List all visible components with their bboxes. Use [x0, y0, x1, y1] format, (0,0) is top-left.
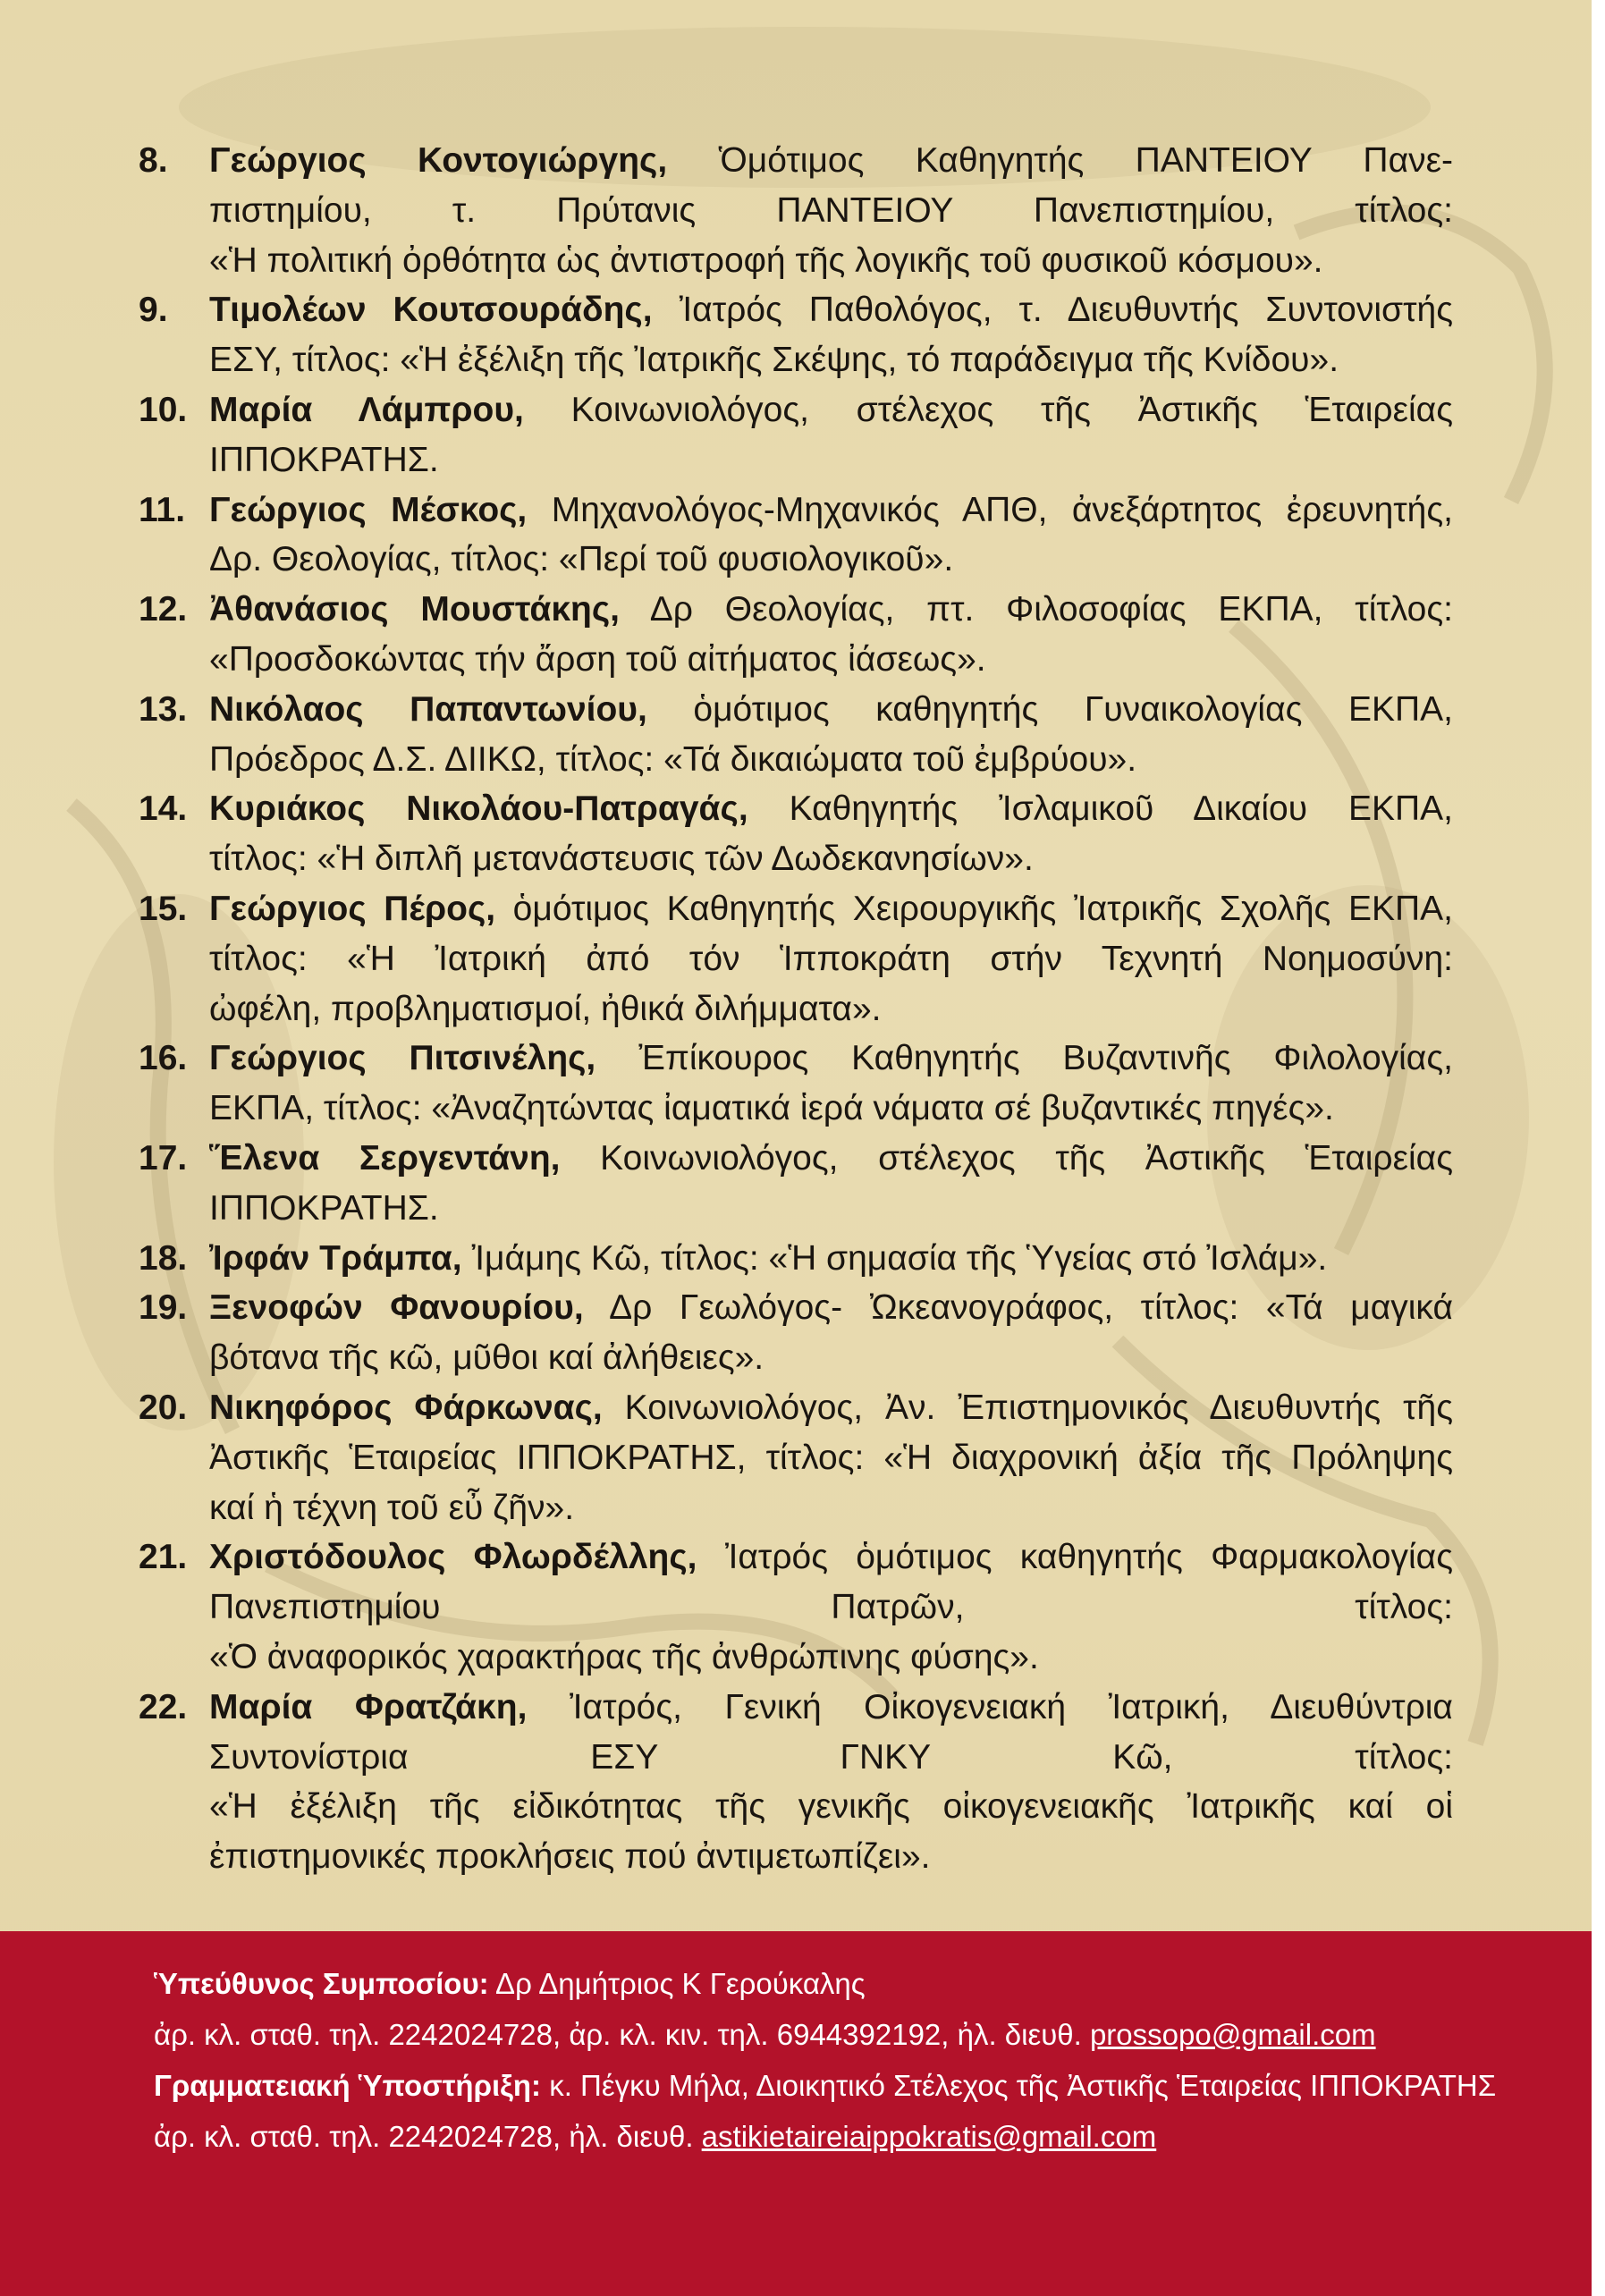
entry-line	[209, 385, 1453, 435]
entry-line	[209, 1034, 1453, 1084]
entry-line-text: τίτλος: «Ἡ διπλῆ μετανάστευσις τῶν Δωδεκανησίων».	[209, 840, 1034, 879]
entry-number: 13.	[139, 689, 188, 729]
entry-text	[209, 784, 1453, 884]
entry-text	[209, 385, 1453, 485]
speaker-name: Γεώργιος Πέρος,	[209, 889, 496, 928]
entry-line-text: βότανα τῆς κῶ, μῦθοι καί ἀλήθειες».	[209, 1338, 764, 1378]
entry-line-text: Κοινωνιολόγος, στέλεχος τῆς Ἀστικῆς Ἑταιρείας	[570, 390, 1453, 429]
secretariat-label: Γραμματειακή Ὑποστήριξη:	[154, 2069, 542, 2102]
entry-line	[209, 1832, 1453, 1882]
speaker-entry	[139, 285, 1453, 385]
entry-line	[209, 1532, 1453, 1583]
entry-line	[209, 1683, 1453, 1733]
entry-line	[209, 984, 1453, 1034]
speaker-list	[139, 136, 1453, 1882]
entry-number: 14.	[139, 789, 188, 829]
entry-line-text: καί ἡ τέχνη τοῦ εὖ ζῆν».	[209, 1488, 575, 1527]
entry-text	[209, 285, 1453, 385]
entry-line-text: ΕΣΥ, τίτλος: «Ἡ ἐξέλιξη τῆς Ἰατρικῆς Σκέψης, τό παράδειγμα τῆς Κνίδου».	[209, 341, 1339, 380]
speaker-entry	[139, 1683, 1453, 1882]
speaker-entry	[139, 585, 1453, 685]
speaker-name: Γεώργιος Μέσκος,	[209, 490, 528, 529]
entry-line-text: ὁμότιμος Καθηγητής Χειρουργικῆς Ἰατρικῆς Σχολῆς ΕΚΠΑ,	[512, 889, 1453, 928]
entry-line-text: «Προσδοκώντας τήν ἄρση τοῦ αἰτήματος ἰάσεως».	[209, 639, 986, 679]
entry-line-text: Ἰατρός, Γενική Οἰκογενειακή Ἰατρική, Διευθύντρια	[569, 1687, 1453, 1726]
entry-number: 10.	[139, 390, 188, 429]
entry-line	[209, 834, 1453, 884]
secretariat-contact: ἀρ. κλ. σταθ. τηλ. 2242024728, ἠλ. διευθ.	[154, 2120, 694, 2153]
entry-line	[209, 1234, 1453, 1284]
speaker-name: Κυριάκος Νικολάου-Πατραγάς,	[209, 789, 748, 829]
speaker-entry	[139, 1134, 1453, 1234]
entry-line-text: τίτλος: «Ἡ Ἰατρική ἀπό τόν Ἱπποκράτη στήν Τεχνητή Νοημοσύνη:	[209, 939, 1453, 978]
entry-text	[209, 1134, 1453, 1234]
entry-line	[209, 1134, 1453, 1184]
speaker-name: Γεώργιος Πιτσινέλης,	[209, 1039, 596, 1078]
speaker-name: Ἕλενα Σεργεντάνη,	[209, 1138, 561, 1178]
entry-line-text: ὠφέλη, προβληματισμοί, ἠθικά διλήμματα».	[209, 989, 882, 1028]
entry-line-text: Κοινωνιολόγος, Ἀν. Ἐπιστημονικός Διευθυντής τῆς	[624, 1388, 1453, 1427]
entry-number: 8.	[139, 141, 168, 180]
entry-line	[209, 186, 1453, 236]
organizer-contact: ἀρ. κλ. σταθ. τηλ. 2242024728, ἀρ. κλ. κιν. τηλ. 6944392192, ἠλ. διευθ.	[154, 2018, 1082, 2051]
entry-text	[209, 585, 1453, 685]
speaker-entry	[139, 136, 1453, 285]
organizer-name: Δρ Δημήτριος Κ Γερούκαλης	[495, 1967, 866, 2000]
entry-line	[209, 1782, 1453, 1832]
entry-line	[209, 1583, 1453, 1633]
entry-line	[209, 884, 1453, 934]
entry-text	[209, 1383, 1453, 1532]
speaker-name: Χριστόδουλος Φλωρδέλλης,	[209, 1538, 697, 1577]
entry-number: 21.	[139, 1538, 188, 1577]
secretariat-name: κ. Πέγκυ Μήλα, Διοικητικό Στέλεχος τῆς Ἀστικῆς Ἑταιρείας ΙΠΠΟΚΡΑΤΗΣ	[549, 2069, 1497, 2102]
speaker-name: Γεώργιος Κοντογιώργης,	[209, 141, 668, 180]
entry-line	[209, 735, 1453, 785]
entry-line-text: «Ἡ πολιτική ὀρθότητα ὡς ἀντιστροφή τῆς λογικῆς τοῦ φυσικοῦ κόσμου».	[209, 241, 1323, 280]
entry-line	[209, 535, 1453, 585]
entry-text	[209, 1283, 1453, 1383]
entry-line	[209, 585, 1453, 635]
organizer-line	[154, 1958, 1549, 2009]
entry-line	[209, 784, 1453, 834]
organizer-contact-line	[154, 2009, 1549, 2060]
secretariat-email-link[interactable]: astikietaireiaippokratis@gmail.com	[701, 2120, 1157, 2153]
entry-number: 22.	[139, 1687, 188, 1726]
entry-line	[209, 1333, 1453, 1383]
entry-number: 11.	[139, 490, 186, 529]
entry-line-text: «Ὁ ἀναφορικός χαρακτήρας τῆς ἀνθρώπινης φύσης».	[209, 1637, 1039, 1676]
speaker-entry	[139, 884, 1453, 1034]
speaker-entry	[139, 385, 1453, 485]
speaker-name: Ἀθανάσιος Μουστάκης,	[209, 590, 620, 629]
entry-line-text: Κοινωνιολόγος, στέλεχος τῆς Ἀστικῆς Ἑταιρείας	[600, 1138, 1454, 1178]
speaker-entry	[139, 1034, 1453, 1134]
entry-text	[209, 685, 1453, 785]
entry-line-text: ΙΠΠΟΚΡΑΤΗΣ.	[209, 440, 439, 479]
entry-line-text: Συντονίστρια ΕΣΥ ΓΝΚΥ Κῶ, τίτλος:	[209, 1737, 1453, 1777]
entry-line	[209, 285, 1453, 335]
speaker-entry	[139, 1532, 1453, 1682]
entry-line	[209, 136, 1453, 186]
entry-line-text: Πανεπιστημίου Πατρῶν, τίτλος:	[209, 1588, 1453, 1627]
speaker-name: Νικηφόρος Φάρκωνας,	[209, 1388, 603, 1427]
speaker-name: Μαρία Λάμπρου,	[209, 390, 524, 429]
entry-line	[209, 685, 1453, 735]
entry-line-text: ΙΠΠΟΚΡΑΤΗΣ.	[209, 1188, 439, 1228]
entry-number: 18.	[139, 1238, 188, 1278]
entry-number: 9.	[139, 291, 168, 330]
entry-number: 12.	[139, 590, 188, 629]
entry-line	[209, 1483, 1453, 1533]
entry-number: 16.	[139, 1039, 188, 1078]
entry-line	[209, 485, 1453, 536]
entry-number: 15.	[139, 889, 188, 928]
entry-line-text: ἐπιστημονικές προκλήσεις πού ἀντιμετωπίζει».	[209, 1837, 931, 1877]
speaker-entry	[139, 784, 1453, 884]
entry-line-text: «Ἡ ἐξέλιξη τῆς εἰδικότητας τῆς γενικῆς οἰκογενειακῆς Ἰατρικῆς καί οἱ	[209, 1787, 1453, 1827]
contact-footer	[0, 1931, 1592, 2296]
entry-number: 17.	[139, 1138, 188, 1178]
entry-text	[209, 1683, 1453, 1882]
entry-line	[209, 1184, 1453, 1234]
entry-line-text: Μηχανολόγος-Μηχανικός ΑΠΘ, ἀνεξάρτητος ἐρευνητής,	[551, 490, 1453, 529]
entry-line	[209, 1633, 1453, 1683]
entry-text	[209, 1034, 1453, 1134]
entry-line-text: Ἰατρός Παθολόγος, τ. Διευθυντής Συντονιστής	[679, 291, 1453, 330]
entry-text	[209, 1532, 1453, 1682]
entry-line	[209, 435, 1453, 485]
speaker-name: Μαρία Φρατζάκη,	[209, 1687, 528, 1726]
entry-text	[209, 136, 1453, 285]
entry-line-text: ΕΚΠΑ, τίτλος: «Ἀναζητώντας ἰαματικά ἱερά νάματα σέ βυζαντικές πηγές».	[209, 1089, 1334, 1128]
organizer-label: Ὑπεύθυνος Συμποσίου:	[154, 1967, 489, 2000]
entry-line	[209, 934, 1453, 984]
entry-line-text: Ὁμότιμος Καθηγητής ΠΑΝΤΕΙΟΥ Πανε-	[718, 141, 1453, 180]
entry-line-text: Ἰμάμης Κῶ, τίτλος: «Ἡ σημασία τῆς Ὑγείας στό Ἰσλάμ».	[471, 1238, 1328, 1278]
entry-line	[209, 236, 1453, 286]
entry-line-text: Καθηγητής Ἰσλαμικοῦ Δικαίου ΕΚΠΑ,	[789, 789, 1453, 829]
speaker-entry	[139, 685, 1453, 785]
entry-number: 20.	[139, 1388, 188, 1427]
speaker-name: Νικόλαος Παπαντωνίου,	[209, 689, 647, 729]
entry-line-text: Δρ. Θεολογίας, τίτλος: «Περί τοῦ φυσιολογικοῦ».	[209, 540, 954, 579]
entry-line-text: Δρ Γεωλόγος- Ὠκεανογράφος, τίτλος: «Τά μαγικά	[609, 1288, 1453, 1328]
entry-line-text: Ἰατρός ὁμότιμος καθηγητής Φαρμακολογίας	[724, 1538, 1454, 1577]
organizer-email-link[interactable]: prossopo@gmail.com	[1089, 2018, 1376, 2051]
entry-line	[209, 635, 1453, 685]
entry-line	[209, 1383, 1453, 1433]
entry-text	[209, 485, 1453, 586]
secretariat-line	[154, 2060, 1549, 2111]
entry-text	[209, 884, 1453, 1034]
entry-line	[209, 1733, 1453, 1783]
entry-line-text: Δρ Θεολογίας, πτ. Φιλοσοφίας ΕΚΠΑ, τίτλος:	[649, 590, 1453, 629]
secretariat-contact-line	[154, 2111, 1549, 2162]
speaker-entry	[139, 485, 1453, 586]
speaker-entry	[139, 1383, 1453, 1532]
entry-line	[209, 1433, 1453, 1483]
speaker-name: Ἰρφάν Τράμπα,	[209, 1238, 462, 1278]
entry-line-text: πιστημίου, τ. Πρύτανις ΠΑΝΤΕΙΟΥ Πανεπιστημίου, τίτλος:	[209, 190, 1453, 230]
entry-line-text: Πρόεδρος Δ.Σ. ΔΙΙΚΩ, τίτλος: «Τά δικαιώματα τοῦ ἐμβρύου».	[209, 739, 1137, 779]
entry-line-text: Ἐπίκουρος Καθηγητής Βυζαντινῆς Φιλολογίας,	[638, 1039, 1453, 1078]
entry-line	[209, 1283, 1453, 1333]
speaker-entry	[139, 1234, 1453, 1284]
entry-text	[209, 1234, 1453, 1284]
entry-line	[209, 335, 1453, 385]
entry-number: 19.	[139, 1288, 188, 1328]
speaker-entry	[139, 1283, 1453, 1383]
entry-line-text: Ἀστικῆς Ἑταιρείας ΙΠΠΟΚΡΑΤΗΣ, τίτλος: «Ἡ διαχρονική ἀξία τῆς Πρόληψης	[209, 1438, 1453, 1477]
entry-line	[209, 1084, 1453, 1134]
speaker-name: Τιμολέων Κουτσουράδης,	[209, 291, 653, 330]
speaker-name: Ξενοφών Φανουρίου,	[209, 1288, 584, 1328]
entry-line-text: ὁμότιμος καθηγητής Γυναικολογίας ΕΚΠΑ,	[693, 689, 1453, 729]
